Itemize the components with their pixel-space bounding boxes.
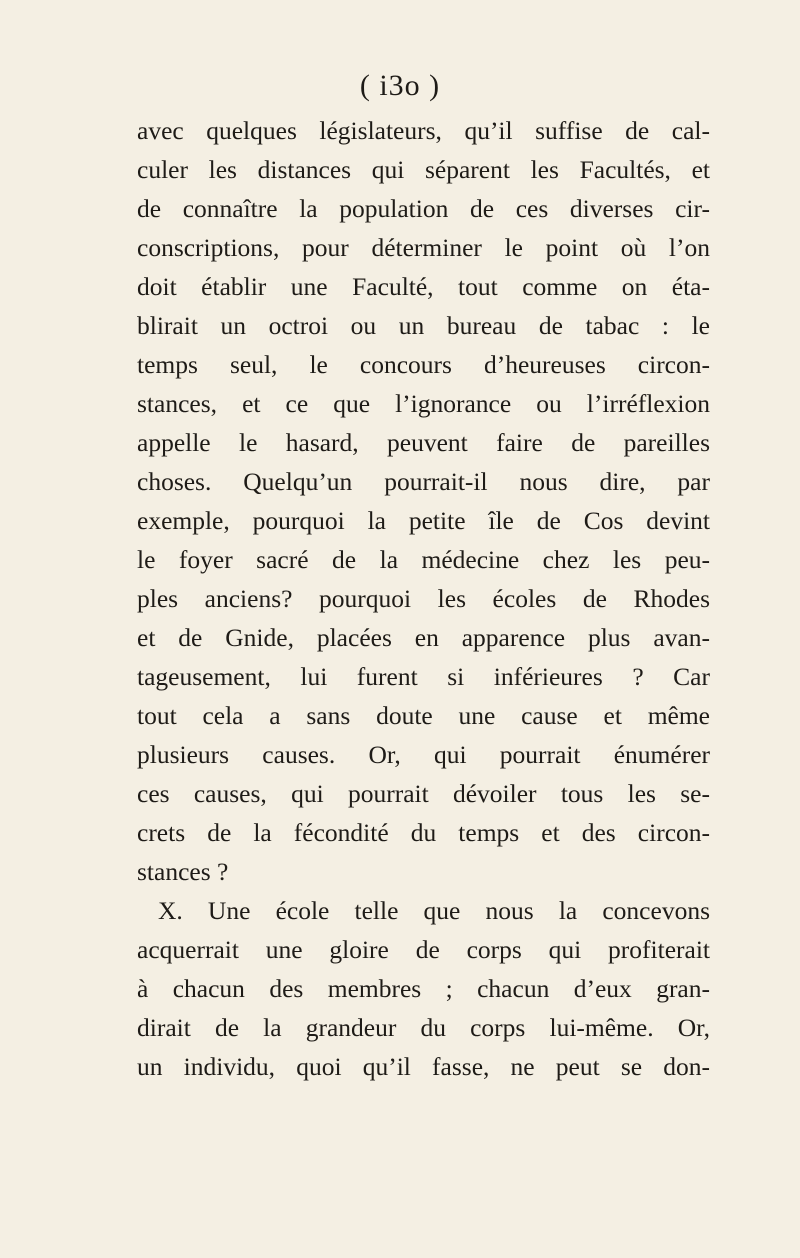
text-line: ples anciens? pourquoi les écoles de Rhodes <box>137 584 710 613</box>
text-line: blirait un octroi ou un bureau de tabac : le <box>137 311 710 340</box>
text-line: doit établir une Faculté, tout comme on éta- <box>137 272 710 301</box>
text-line: plusieurs causes. Or, qui pourrait énumérer <box>137 740 710 769</box>
text-line: culer les distances qui séparent les Facultés, et <box>137 155 710 184</box>
text-line: tout cela a sans doute une cause et même <box>137 701 710 730</box>
text-line: et de Gnide, placées en apparence plus avan- <box>137 623 710 652</box>
text-line: dirait de la grandeur du corps lui-même. Or, <box>137 1013 710 1042</box>
text-line: exemple, pourquoi la petite île de Cos devint <box>137 506 710 535</box>
text-line: à chacun des membres ; chacun d’eux gran- <box>137 974 710 1003</box>
text-line: X. Une école telle que nous la concevons <box>158 896 710 925</box>
text-line: choses. Quelqu’un pourrait-il nous dire, par <box>137 467 710 496</box>
text-line: appelle le hasard, peuvent faire de pareilles <box>137 428 710 457</box>
page-number: ( i3o ) <box>359 69 441 102</box>
text-line: de connaître la population de ces diverses cir- <box>137 194 710 223</box>
text-line: tageusement, lui furent si inférieures ? Car <box>137 662 710 691</box>
text-line: acquerrait une gloire de corps qui profiterait <box>137 935 710 964</box>
text-line: conscriptions, pour déterminer le point où l’on <box>137 233 710 262</box>
text-line: stances ? <box>137 857 229 886</box>
text-line: avec quelques législateurs, qu’il suffise de cal- <box>137 116 710 145</box>
text-line: crets de la fécondité du temps et des circon- <box>137 818 710 847</box>
text-line: le foyer sacré de la médecine chez les peu- <box>137 545 710 574</box>
text-line: un individu, quoi qu’il fasse, ne peut se don- <box>137 1052 710 1081</box>
text-line: stances, et ce que l’ignorance ou l’irréflexion <box>137 389 710 418</box>
text-line: ces causes, qui pourrait dévoiler tous les se- <box>137 779 710 808</box>
text-line: temps seul, le concours d’heureuses circon- <box>137 350 710 379</box>
